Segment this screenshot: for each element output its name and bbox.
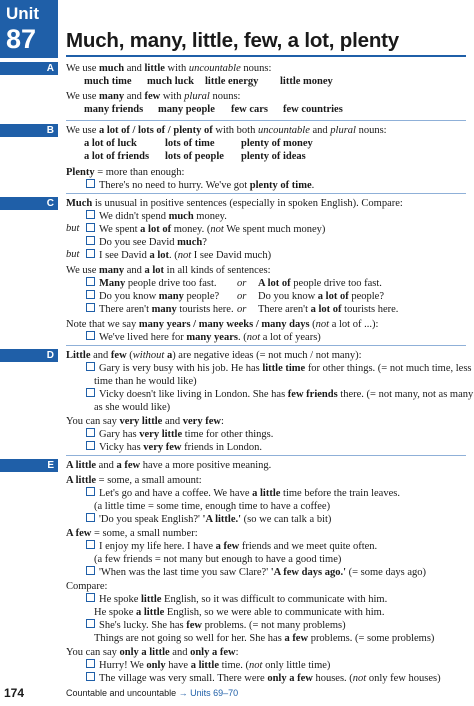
- checkbox-icon: [86, 619, 95, 628]
- c-or: or: [237, 278, 247, 289]
- e-line1: A little and a few have a more positive meaning.: [66, 460, 272, 471]
- e-example: Let's go and have a coffee. We have a little time before the train leaves.: [86, 487, 400, 500]
- footer-crossref: Countable and uncountable → Units 69–70: [66, 688, 239, 698]
- e-example-cont: Things are not going so well for her. She has a few problems. (= some problems): [94, 633, 435, 644]
- d-example: Vicky has very few friends in London.: [86, 441, 262, 454]
- arrow-icon: →: [178, 688, 188, 698]
- checkbox-icon: [86, 223, 95, 232]
- checkbox-icon: [86, 277, 95, 286]
- d-example: Gary is very busy with his job. He has little time for other things. (= not much time, less: [86, 362, 472, 375]
- checkbox-icon: [86, 672, 95, 681]
- e-compare-label: Compare:: [66, 581, 108, 592]
- d-example: Vicky doesn't like living in London. She has few friends there. (= not many, not as many: [86, 388, 473, 401]
- b-grid-item: plenty of money: [241, 138, 313, 149]
- c-compare-right: There aren't a lot of tourists here.: [258, 304, 399, 315]
- b-grid-item: a lot of luck: [84, 138, 137, 149]
- section-e-badge: E: [0, 459, 58, 472]
- separator: [66, 193, 466, 194]
- section-b-badge: B: [0, 124, 58, 137]
- page-title: Much, many, little, few, a lot, plenty: [66, 29, 399, 52]
- checkbox-icon: [86, 210, 95, 219]
- section-d-badge: D: [0, 349, 58, 362]
- checkbox-icon: [86, 290, 95, 299]
- d-line1: Little and few (without a) are negative ideas (= not much / not many):: [66, 350, 362, 361]
- title-rule: [66, 55, 466, 57]
- e-line3: A few = some, a small number:: [66, 528, 198, 539]
- section-a-badge: A: [0, 62, 58, 75]
- e-example: He spoke little English, so it was difficult to communicate with him.: [86, 593, 387, 606]
- checkbox-icon: [86, 362, 95, 371]
- unit-word: Unit: [6, 4, 40, 23]
- separator: [66, 120, 466, 121]
- page-number: 174: [4, 686, 25, 700]
- checkbox-icon: [86, 236, 95, 245]
- checkbox-icon: [86, 388, 95, 397]
- c-compare-left: Many people drive too fast.: [86, 277, 217, 290]
- unit-badge: [0, 0, 58, 58]
- d-line2: You can say very little and very few:: [66, 416, 224, 427]
- a-ex-few-cars: few cars: [231, 104, 269, 115]
- b-grid-item: lots of people: [165, 151, 224, 162]
- c-example: We've lived here for many years. (not a lot of years): [86, 331, 321, 344]
- c-or: or: [237, 304, 247, 315]
- d-example-cont: time than he would like): [94, 376, 197, 387]
- c-line3: Note that we say many years / many weeks / many days (not a lot of ...):: [66, 319, 379, 330]
- a-ex-many-people: many people: [158, 104, 215, 115]
- b-grid-item: lots of time: [165, 138, 215, 149]
- e-example-cont: (a little time = some time, enough time to have a coffee): [94, 501, 331, 512]
- c-compare-right: A lot of people drive too fast.: [258, 278, 382, 289]
- checkbox-icon: [86, 593, 95, 602]
- e-example-cont: (a few friends = not many but enough to have a good time): [94, 554, 342, 565]
- a-ex-little-energy: little energy: [205, 76, 259, 87]
- c-or: or: [237, 291, 247, 302]
- section-c-badge: C: [0, 197, 58, 210]
- checkbox-icon: [86, 331, 95, 340]
- separator: [66, 345, 466, 346]
- separator: [66, 455, 466, 456]
- e-example: She's lucky. She has few problems. (= not many problems): [86, 619, 346, 632]
- e-example: 'When was the last time you saw Clare?' 'A few days ago.' (= some days ago): [86, 566, 426, 579]
- c-example: We spent a lot of money. (not We spent much money): [86, 223, 325, 236]
- c-but-label: but: [66, 249, 80, 260]
- b-plenty-def: Plenty = more than enough:: [66, 167, 185, 178]
- c-but-label: but: [66, 223, 80, 234]
- a-ex-little-money: little money: [280, 76, 333, 87]
- e-example: The village was very small. There were only a few houses. (not only few houses): [86, 672, 441, 685]
- e-example-cont: He spoke a little English, so we were able to communicate with him.: [94, 607, 385, 618]
- b-grid-item: a lot of friends: [84, 151, 150, 162]
- c-compare-right: Do you know a lot of people?: [258, 291, 384, 302]
- checkbox-icon: [86, 428, 95, 437]
- checkbox-icon: [86, 441, 95, 450]
- c-compare-left: Do you know many people?: [86, 290, 219, 303]
- checkbox-icon: [86, 540, 95, 549]
- c-line2: We use many and a lot in all kinds of sentences:: [66, 265, 271, 276]
- e-example: 'Do you speak English?' 'A little.' (so we can talk a bit): [86, 513, 331, 526]
- checkbox-icon: [86, 513, 95, 522]
- checkbox-icon: [86, 487, 95, 496]
- c-example: We didn't spend much money.: [86, 210, 227, 223]
- a-ex-many-friends: many friends: [84, 104, 144, 115]
- e-example: Hurry! We only have a little time. (not only little time): [86, 659, 330, 672]
- a-ex-much-time: much time: [84, 76, 132, 87]
- checkbox-icon: [86, 179, 95, 188]
- c-example: Do you see David much?: [86, 236, 207, 249]
- checkbox-icon: [86, 659, 95, 668]
- units-link[interactable]: Units 69–70: [190, 688, 239, 698]
- e-line2: A little = some, a small amount:: [66, 475, 202, 486]
- a-ex-few-countries: few countries: [283, 104, 343, 115]
- b-grid-item: plenty of ideas: [241, 151, 306, 162]
- checkbox-icon: [86, 249, 95, 258]
- d-example: Gary has very little time for other things.: [86, 428, 273, 441]
- a-line1: We use much and little with uncountable nouns:: [66, 63, 272, 74]
- a-line2: We use many and few with plural nouns:: [66, 91, 241, 102]
- unit-number: 87: [6, 24, 37, 54]
- c-example: I see David a lot. (not I see David much): [86, 249, 271, 262]
- b-line1: We use a lot of / lots of / plenty of with both uncountable and plural nouns:: [66, 125, 387, 136]
- c-line1: Much is unusual in positive sentences (especially in spoken English). Compare:: [66, 198, 403, 209]
- d-example-cont: as she would like): [94, 402, 171, 413]
- c-compare-left: There aren't many tourists here.: [86, 303, 234, 316]
- checkbox-icon: [86, 303, 95, 312]
- a-ex-much-luck: much luck: [147, 76, 194, 87]
- checkbox-icon: [86, 566, 95, 575]
- b-plenty-example: There's no need to hurry. We've got plenty of time.: [86, 179, 314, 192]
- e-line4: You can say only a little and only a few:: [66, 647, 239, 658]
- e-example: I enjoy my life here. I have a few friends and we meet quite often.: [86, 540, 377, 553]
